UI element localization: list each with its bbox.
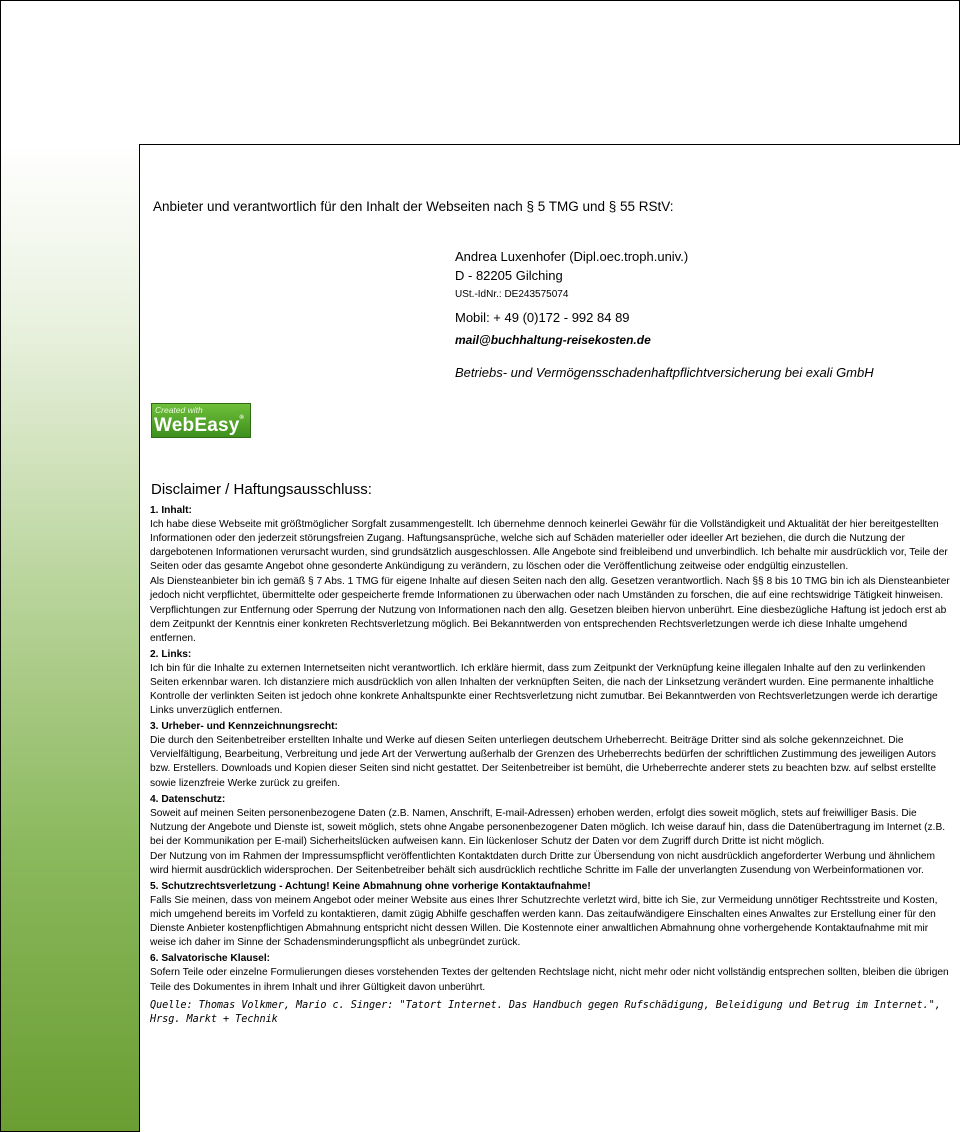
section-paragraph: Als Diensteanbieter bin ich gemäß § 7 Abs. 1 TMG für eigene Inhalte auf diesen Seiten nach den allg. Gesetzen verantwortlich. Nach §§ 8 bis 10 TMG bin ich als Diensteanbieter jedoch nicht verpflichtet, übermittelte oder gespeicherte fremde Informationen zu überwachen oder nach Umständen zu forschen, die auf eine rechtswidrige Tätigkeit hinweisen. Verpflichtungen zur Entfernung oder Sperrung der Nutzung von Informationen nach den allg. Gesetzen bleiben hiervon unberührt. Eine diesbezügliche Haftung ist jedoch erst ab dem Zeitpunkt der Kenntnis einer konkreten Rechtsverletzung möglich. Bei Bekanntwerden von entsprechenden Rechtsverletzungen werde ich diese Inhalte umgehend entfernen. (150, 576, 950, 644)
section-heading: 5. Schutzrechtsverletzung - Achtung! Keine Abmahnung ohne vorherige Kontaktaufnahme! (150, 881, 591, 893)
section-paragraph: Soweit auf meinen Seiten personenbezogene Daten (z.B. Namen, Anschrift, E-mail-Adressen) erhoben werden, erfolgt dies soweit möglich, stets auf freiwilliger Basis. Die Nutzung der Angebote und Dienste ist, soweit möglich, stets ohne Angabe personenbezogener Daten möglich. Ich weise darauf hin, dass die Datenübertragung im Internet (z.B. bei der Kommunikation per E-mail) Sicherheitslücken aufweisen kann. Ein lückenloser Schutz der Daten vor dem Zugriff durch Dritte ist nicht möglich. (150, 807, 946, 847)
section-heading: 6. Salvatorische Klausel: (150, 953, 271, 965)
contact-insurance: Betriebs- und Vermögensschadenhaftpflichtversicherung bei exali GmbH (455, 365, 874, 380)
section-paragraph: Sofern Teile oder einzelne Formulierungen dieses vorstehenden Textes der geltenden Rechtslage nicht, nicht mehr oder nicht vollständig entsprechen sollten, bleiben die übrigen Teile des Dokumentes in ihrem Inhalt und ihrer Gültigkeit davon unberührt. (150, 967, 949, 993)
sidebar-gradient (1, 145, 139, 1131)
badge-small-text: Created with (155, 405, 203, 415)
disclaimer-body (150, 503, 955, 1027)
contact-city: D - 82205 Gilching (455, 268, 563, 283)
section-paragraph: Ich bin für die Inhalte zu externen Internetseiten nicht verantwortlich. Ich erkläre hiermit, dass zum Zeitpunkt der Verknüpfung keine illegalen Inhalte auf den zu verlinkenden Seiten erkennbar waren. Ich distanziere mich ausdrücklich von allen Inhalten der verknüpften Seiten, die nach der Linksetzung verändert wurden. Eine permanente inhaltliche Kontrolle der verlinkten Seiten ist jedoch ohne konkrete Anhaltspunkte einer Rechtsverletzung nicht zumutbar. Bei Bekanntwerden von Rechtsverletzungen werde ich derartige Links unverzüglich entfernen. (150, 662, 938, 717)
contact-email-link[interactable]: mail@buchhaltung-reisekosten.de (455, 333, 651, 347)
section-paragraph: Falls Sie meinen, dass von meinem Angebot oder meiner Website aus eines Ihrer Schutzrechte verletzt wird, bitte ich Sie, zur Vermeidung unnötiger Rechtsstreite und Kosten, mich umgehend bereits im Vorfeld zu kontaktieren, damit zügig Abhilfe geschaffen werden kann. Das zeitaufwändigere Einschalten eines Anwaltes zur Erstellung einer für den Dienste Anbieter kostenpflichtigen Abmahnung entspricht nicht dessen Willen. Die Kostennote einer anwaltlichen Abmahnung ohne vorhergehende Kontaktaufnahme mit mir weise ich daher im Sinne der Schadensminderungspflicht als unbegründet zurück. (150, 895, 938, 949)
badge-registered-mark: ® (239, 415, 245, 421)
section-heading: 1. Inhalt: (150, 505, 192, 516)
section-heading: 4. Datenschutz: (150, 793, 226, 805)
contact-vat-id: USt.-IdNr.: DE243575074 (455, 289, 569, 300)
webeasy-badge[interactable] (151, 403, 251, 438)
section-heading: 2. Links: (150, 648, 192, 660)
section-paragraph: Der Nutzung von im Rahmen der Impressumspflicht veröffentlichten Kontaktdaten durch Dritte zur Übersendung von nicht ausdrücklich angeforderter Werbung und ähnlichem wird hiermit ausdrücklich widersprochen. Der Seitenbetreiber behält sich ausdrücklich rechtliche Schritte im Falle der unverlangten Zusendung von Werbeinformationen vor. (150, 850, 936, 876)
contact-phone: Mobil: + 49 (0)172 - 992 84 89 (455, 310, 630, 325)
badge-brand: WebEasy (154, 415, 240, 436)
badge-big-text (154, 415, 244, 437)
section-paragraph: Ich habe diese Webseite mit größtmöglicher Sorgfalt zusammengestellt. Ich übernehme dennoch keinerlei Gewähr für die Vollständigkeit und Aktualität der hier bereitgestellten Informationen oder den jederzeit störungsfreien Zugang. Haftungsansprüche, welche sich auf Schäden materieller oder ideeller Art beziehen, die durch die Nutzung der dargebotenen Informationen verursacht wurden, sind grundsätzlich ausgeschlossen. Alle Angebote sind freibleibend und unverbindlich. Ich behalte mir ausdrücklich vor, Teile der Seiten oder das gesamte Angebot ohne gesonderte Ankündigung zu verändern, zu löschen oder die Veröffentlichung zeitweise oder endgültig einzustellen. (150, 519, 948, 573)
section-heading: 3. Urheber- und Kennzeichnungsrecht: (150, 721, 338, 733)
provider-statement: Anbieter und verantwortlich für den Inhalt der Webseiten nach § 5 TMG und § 55 RStV: (153, 199, 674, 214)
source-citation: Quelle: Thomas Volkmer, Mario c. Singer: "Tatort Internet. Das Handbuch gegen Rufschädigung, Beleidigung und Betrug im Internet.", Hrsg. Markt + Technik (150, 999, 941, 1025)
disclaimer-title: Disclaimer / Haftungsausschluss: (151, 481, 372, 498)
contact-name: Andrea Luxenhofer (Dipl.oec.troph.univ.) (455, 249, 689, 264)
section-paragraph: Die durch den Seitenbetreiber erstellten Inhalte und Werke auf diesen Seiten unterliegen deutschem Urheberrecht. Beiträge Dritter sind als solche gekennzeichnet. Die Vervielfältigung, Bearbeitung, Verbreitung und jede Art der Verwertung außerhalb der Grenzen des Urheberrechts bedürfen der schriftlichen Zustimmung des jeweiligen Autors bzw. Erstellers. Downloads und Kopien dieser Seiten sind nicht gestattet. Der Seitenbetreiber ist bemüht, die Urheberrechte anderer stets zu beachten bzw. auf selbst erstellte sowie lizenzfreie Werke zurück zu greifen. (150, 735, 937, 789)
